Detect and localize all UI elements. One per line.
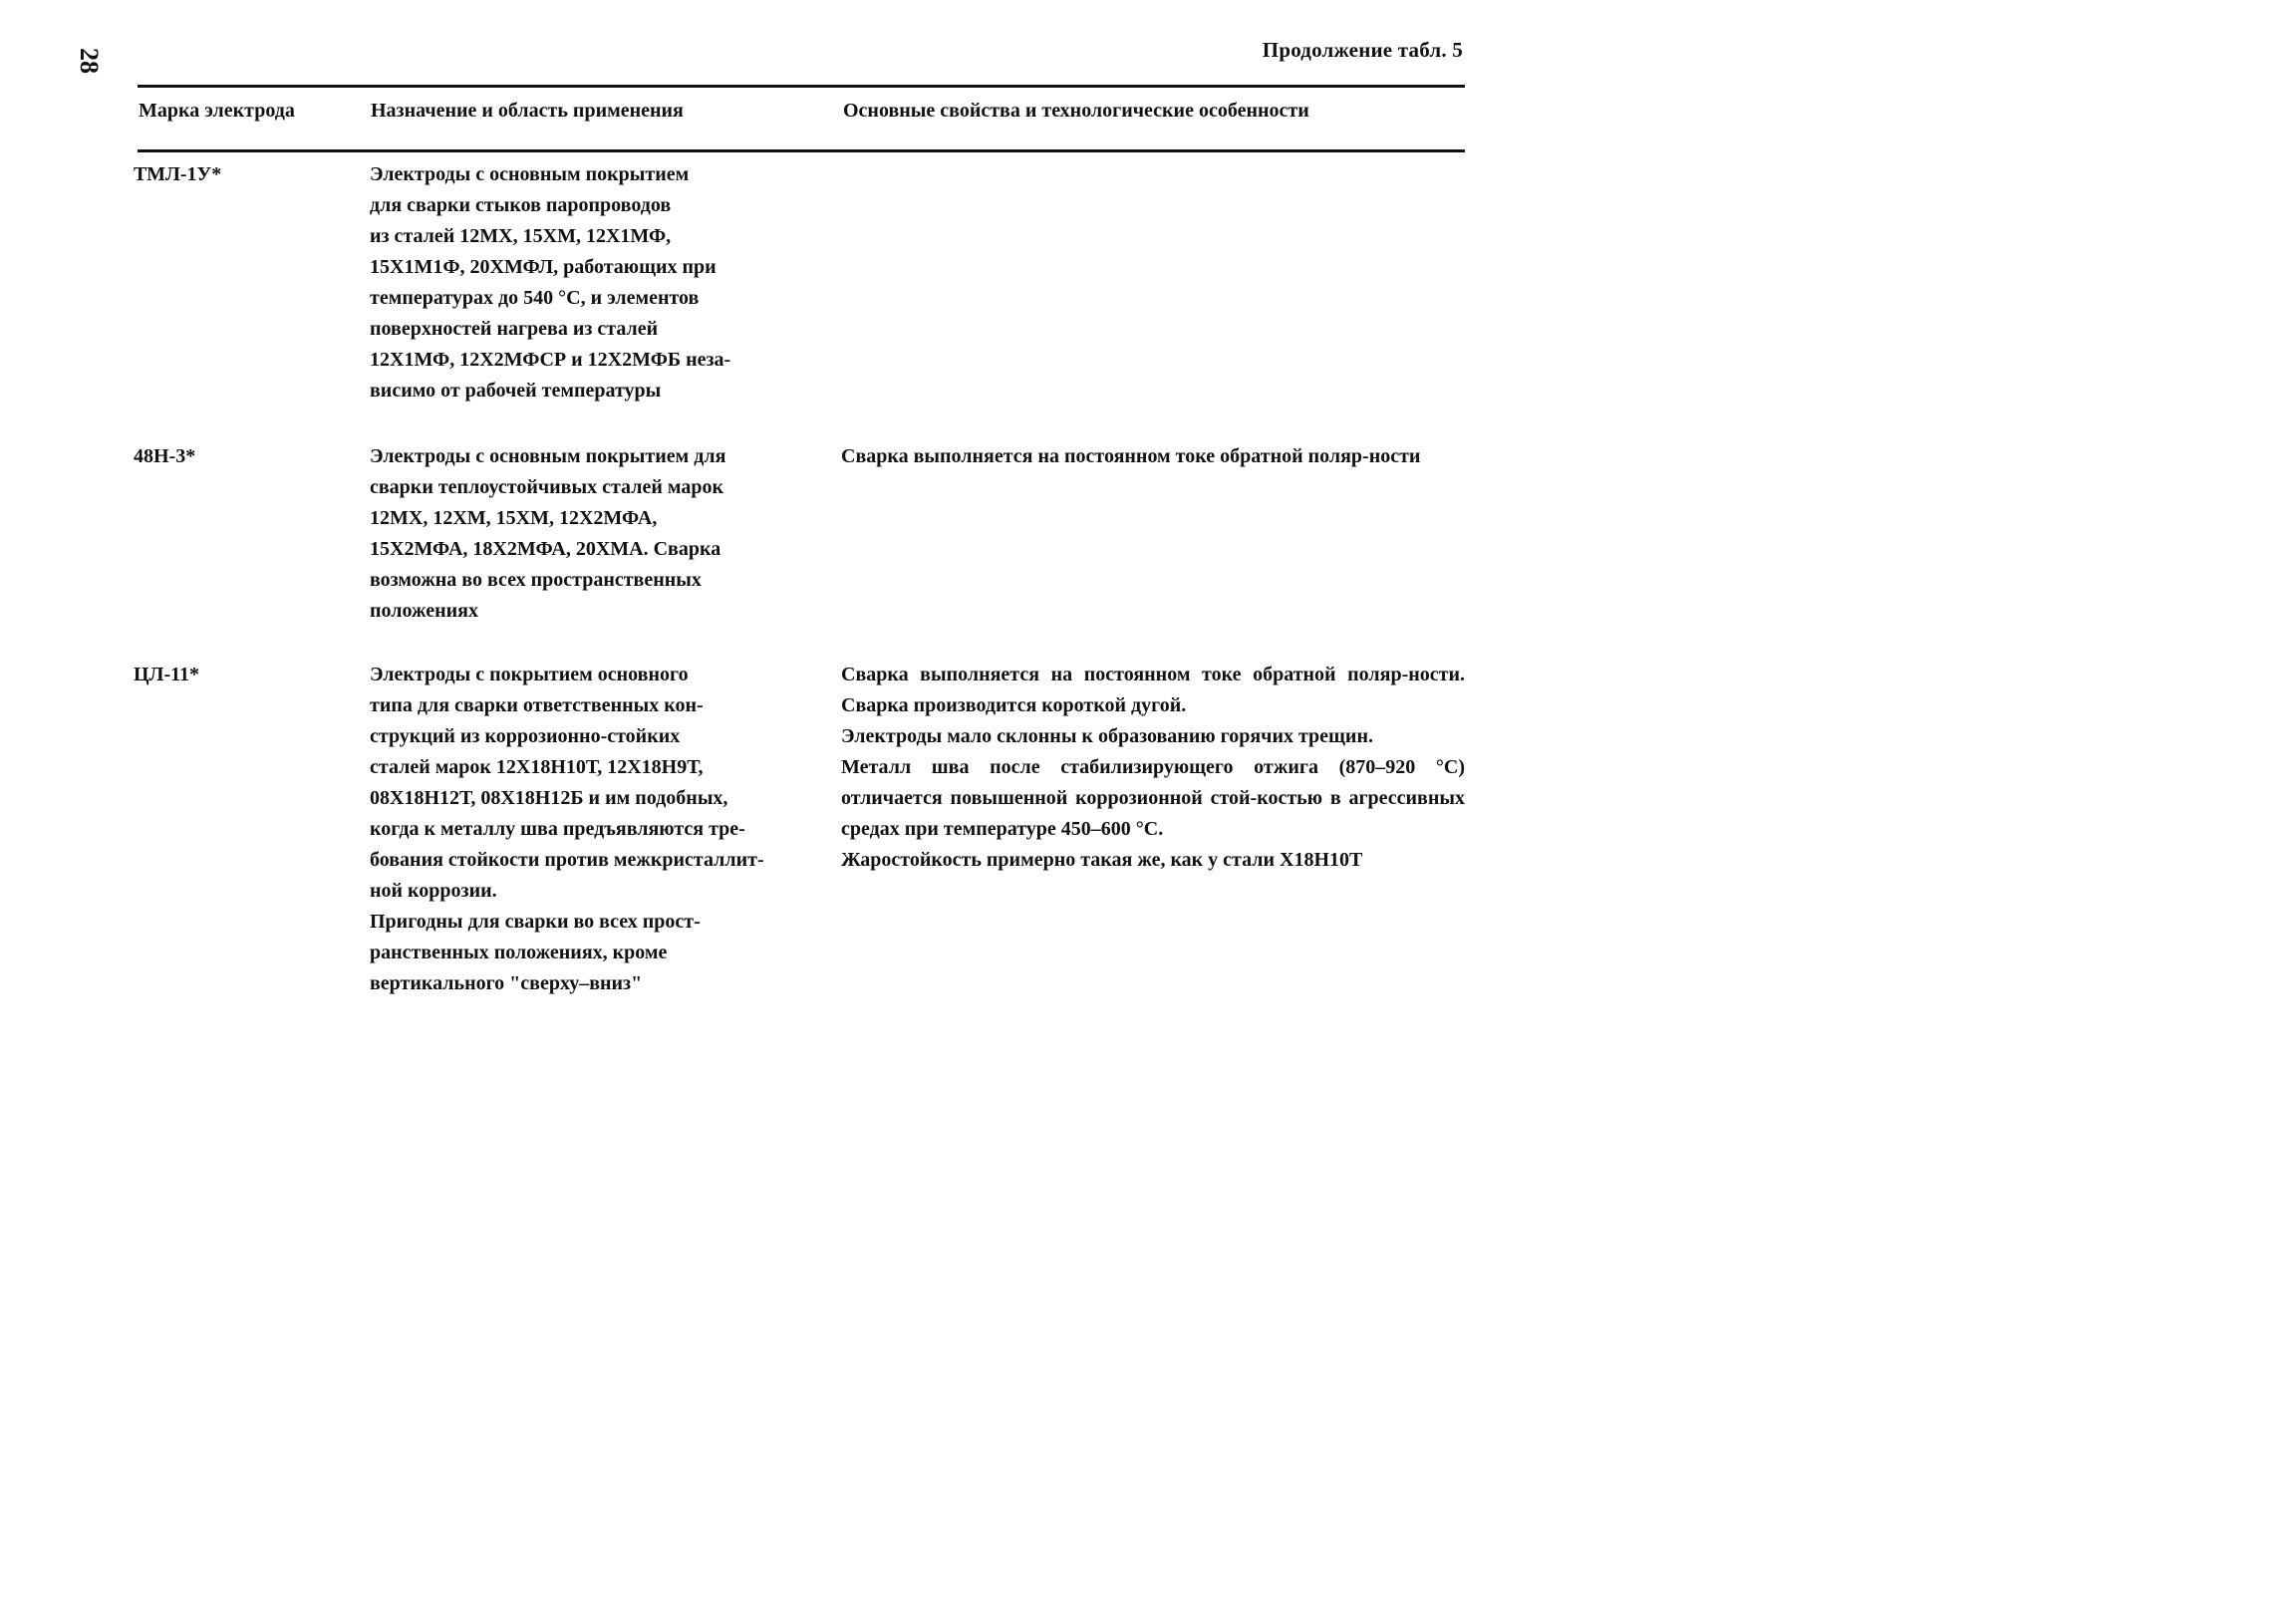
purpose-line: температурах до 540 °С, и элементов [370,287,700,309]
electrode-mark-cell: ТМЛ-1У* [134,163,222,185]
electrode-mark-cell: 48Н-3* [134,445,196,467]
purpose-line: 15Х1М1Ф, 20ХМФЛ, работающих при [370,256,717,278]
properties-paragraph: Металл шва после стабилизирующего отжига (870–920 °С) отличается повышенной коррозионной стой-костью в агрессивных средах при температуре 450–600 °С. [841,756,1465,840]
table-top-rule [138,85,1465,88]
column-header-purpose: Назначение и область применения [371,100,684,122]
properties-cell [841,441,1465,472]
purpose-line: сталей марок 12Х18Н10Т, 12Х18Н9Т, [370,756,704,778]
purpose-line: когда к металлу шва предъявляются тре- [370,818,745,840]
table-continuation-label: Продолжение табл. 5 [1262,38,1463,62]
purpose-line: ранственных положениях, кроме [370,942,668,963]
purpose-line: Электроды с основным покрытием [370,163,690,185]
purpose-line: 08Х18Н12Т, 08Х18Н12Б и им подобных, [370,787,728,809]
purpose-line: Пригодны для сварки во всех прост- [370,911,701,933]
purpose-line: бования стойкости против межкристаллит- [370,849,764,871]
purpose-line: сварки теплоустойчивых сталей марок [370,476,723,498]
electrode-mark-cell: ЦЛ-11* [134,664,200,685]
purpose-line: Электроды с основным покрытием для [370,445,726,467]
purpose-line: положениях [370,600,478,622]
purpose-cell [370,159,828,406]
properties-paragraph: Сварка выполняется на постоянном токе обратной поляр-ности [841,445,1421,467]
column-header-electrode-mark: Марка электрода [139,100,295,122]
purpose-line: 12МХ, 12ХМ, 15ХМ, 12Х2МФА, [370,507,658,529]
page-number: 28 [75,48,104,74]
purpose-line: для сварки стыков паропроводов [370,194,672,216]
purpose-line: струкций из коррозионно-стойких [370,725,681,747]
purpose-line: Электроды с покрытием основного [370,664,689,685]
purpose-cell [370,660,828,999]
purpose-line: из сталей 12МХ, 15ХМ, 12Х1МФ, [370,225,672,247]
purpose-line: возможна во всех пространственных [370,569,702,591]
purpose-line: висимо от рабочей температуры [370,380,662,402]
purpose-line: вертикального "сверху–вниз" [370,972,643,994]
table-header-rule [138,149,1465,152]
purpose-line: 15Х2МФА, 18Х2МФА, 20ХМА. Сварка [370,538,721,560]
properties-cell [841,660,1465,876]
purpose-line: 12Х1МФ, 12Х2МФСР и 12Х2МФБ неза- [370,349,731,371]
purpose-cell [370,441,828,627]
column-header-properties: Основные свойства и технологические особенности [843,100,1309,122]
purpose-line: типа для сварки ответственных кон- [370,694,704,716]
purpose-line: ной коррозии. [370,880,497,902]
properties-paragraph: Жаростойкость примерно такая же, как у стали Х18Н10Т [841,849,1363,871]
properties-paragraph: Сварка выполняется на постоянном токе обратной поляр-ности. Сварка производится короткой дугой. [841,664,1465,716]
properties-paragraph: Электроды мало склонны к образованию горячих трещин. [841,725,1373,747]
purpose-line: поверхностей нагрева из сталей [370,318,659,340]
